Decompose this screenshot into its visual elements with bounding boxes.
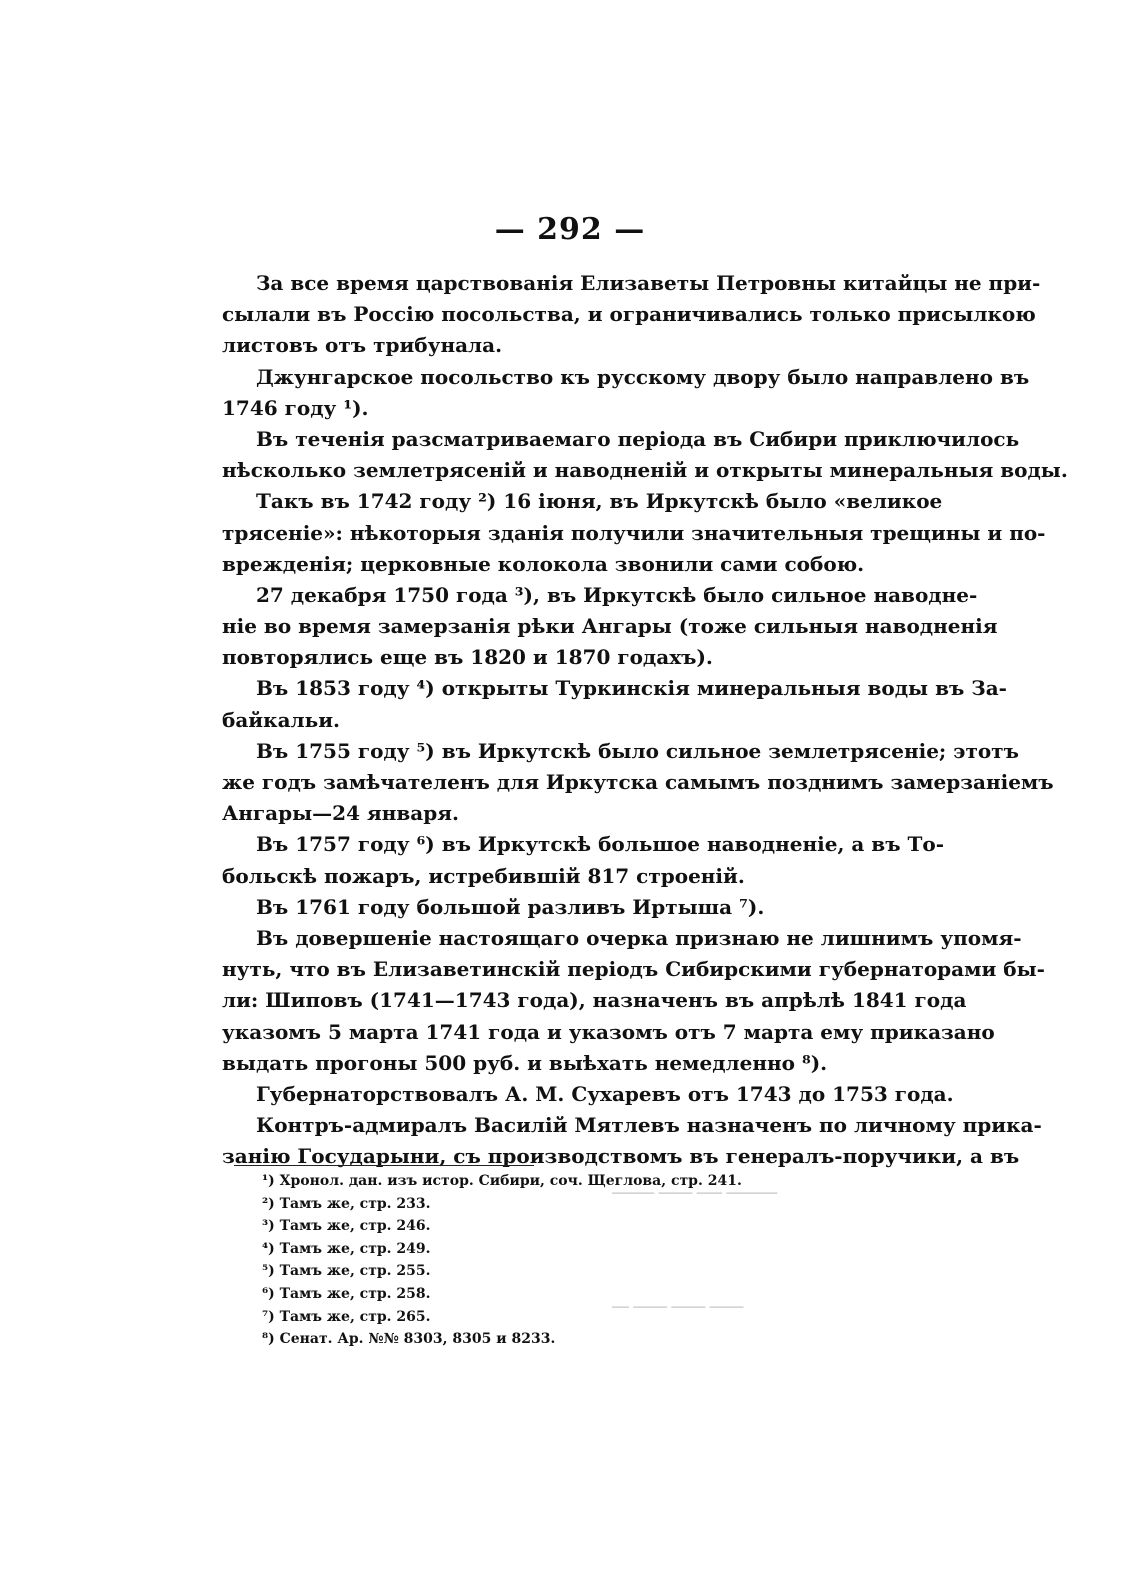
footnote: ⁵) Тамъ же, стр. 255.	[262, 1263, 431, 1280]
text-line: Контръ-адмиралъ Василій Мятлевъ назначенъ по личному прика-	[256, 1113, 1042, 1138]
text-line: нуть, что въ Елизаветинскій періодъ Сибирскими губернаторами бы-	[222, 957, 1045, 982]
text-line: трясеніе»: нѣкоторыя зданія получили значительныя трещины и по-	[222, 520, 1046, 545]
text-line: выдать прогоны 500 руб. и выѣхать немедленно ⁸).	[222, 1050, 828, 1075]
text-line: Въ 1757 году ⁶) въ Иркутскѣ большое наводненіе, а въ То-	[256, 832, 945, 857]
footnote: ⁶) Тамъ же, стр. 258.	[262, 1285, 431, 1302]
page-number-header: — 292 —	[494, 212, 646, 247]
text-line: Въ теченія разсматриваемаго періода въ Сибири приключилось	[256, 426, 1020, 451]
text-line: За все время царствованія Елизаветы Петровны китайцы не при-	[256, 271, 1041, 295]
text-line: Такъ въ 1742 году ²) 16 іюня, въ Иркутскѣ было «великое	[256, 489, 943, 514]
text-line: ніе во время замерзанія рѣки Ангары (тоже сильныя наводненія	[222, 614, 998, 639]
text-line: Губернаторствовалъ А. М. Сухаревъ отъ 1743 до 1753 года.	[256, 1081, 954, 1106]
text-line: ли: Шиповъ (1741—1743 года), назначенъ въ апрѣлѣ 1841 года	[222, 988, 967, 1013]
bleed-through-ghost: ──── ──── ──── ──	[612, 1300, 744, 1316]
text-line: же годъ замѣчателенъ для Иркутска самымъ позднимъ замерзаніемъ	[222, 770, 1054, 794]
footnote: ¹) Хронол. дан. изъ истор. Сибири, соч. Щеглова, стр. 241.	[262, 1173, 742, 1189]
text-line: 27 декабря 1750 года ³), въ Иркутскѣ было сильное наводне-	[256, 582, 978, 607]
text-line: сылали въ Россію посольства, и ограничивались только присылкою	[222, 302, 1036, 327]
text-line: байкальи.	[222, 707, 341, 732]
bleed-through-ghost: ────── ─── ──── ─────	[612, 1186, 778, 1202]
text-line: Въ 1761 году большой разливъ Иртыша ⁷).	[256, 894, 765, 919]
text-line: Въ 1755 году ⁵) въ Иркутскѣ было сильное землетрясеніе; этотъ	[256, 738, 1019, 763]
text-line: Ангары—24 января.	[222, 801, 459, 826]
text-line: Въ довершеніе настоящаго очерка признаю не лишнимъ упомя-	[256, 925, 1022, 950]
text-line: нѣсколько землетрясеній и наводненій и открыты минеральныя воды.	[222, 458, 1068, 483]
footnote: ⁴) Тамъ же, стр. 249.	[262, 1240, 431, 1257]
footnote: ⁸) Сенат. Ар. №№ 8303, 8305 и 8233.	[262, 1331, 556, 1348]
main-text	[222, 268, 1068, 1172]
text-line: указомъ 5 марта 1741 года и указомъ отъ 7 марта ему приказано	[222, 1019, 995, 1044]
text-line: больскѣ пожаръ, истребившій 817 строеній.	[222, 863, 745, 888]
text-line: врежденія; церковные колокола звонили сами собою.	[222, 551, 865, 576]
text-line: повторялись еще въ 1820 и 1870 годахъ).	[222, 645, 713, 670]
text-line: 1746 году ¹).	[222, 395, 369, 420]
footnote: ³) Тамъ же, стр. 246.	[262, 1218, 431, 1235]
text-line: занію Государыни, съ производствомъ въ генералъ-поручики, а въ	[222, 1144, 1020, 1169]
text-line: листовъ отъ трибунала.	[222, 333, 503, 358]
text-line: Въ 1853 году ⁴) открыты Туркинскія минеральныя воды въ За-	[256, 676, 1007, 701]
footnote: ⁷) Тамъ же, стр. 265.	[262, 1308, 431, 1325]
footnote-divider	[234, 1165, 534, 1166]
text-line: Джунгарское посольство къ русскому двору было направлено въ	[256, 364, 1030, 389]
footnote: ²) Тамъ же, стр. 233.	[262, 1195, 431, 1212]
